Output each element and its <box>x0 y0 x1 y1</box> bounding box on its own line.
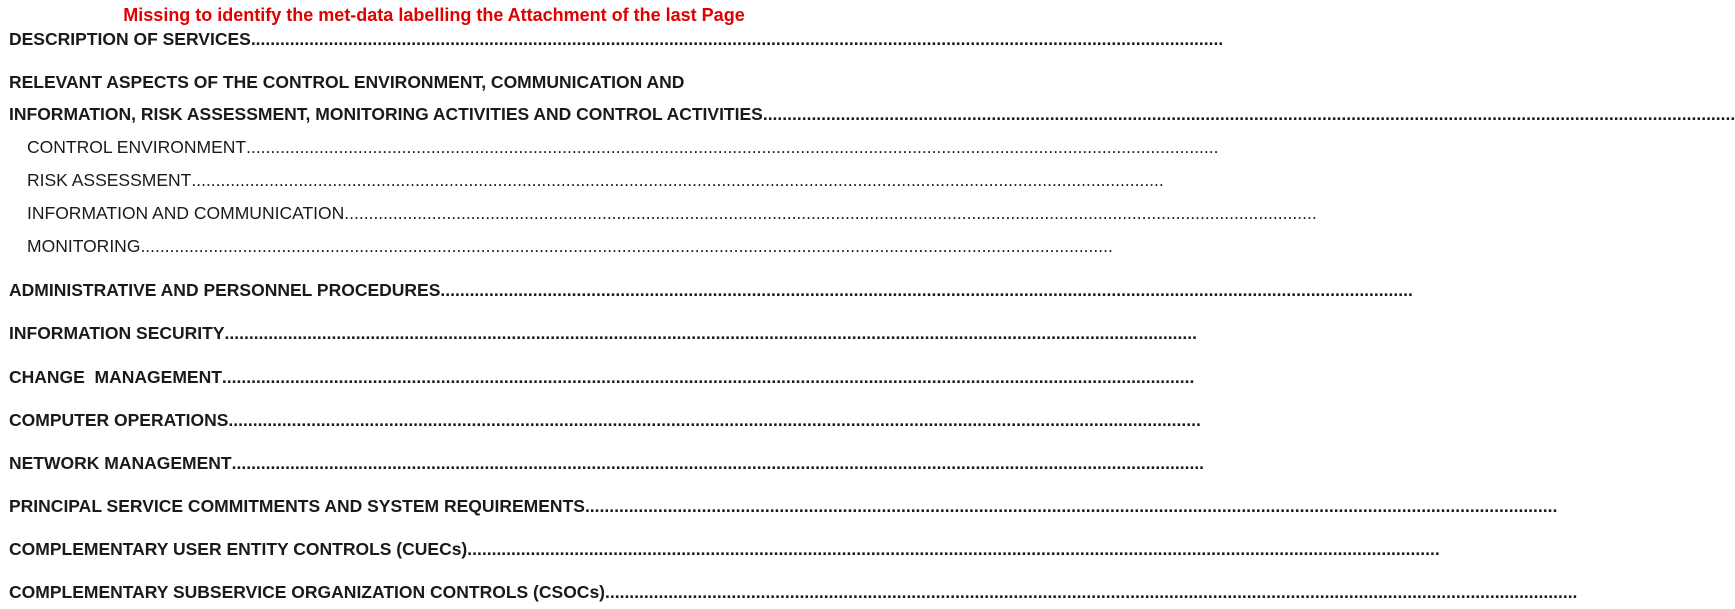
dot-leader: ........................................................................................................................................................................................................ <box>584 496 1558 516</box>
toc-entry-cuecs[interactable] <box>9 539 1440 565</box>
toc-entry-risk-assessment[interactable] <box>27 170 1164 196</box>
dot-leader: ........................................................................................................................................................................................................ <box>191 170 1164 190</box>
toc-entry-label: CONTROL ENVIRONMENT <box>27 137 247 157</box>
toc-entry-network-management[interactable] <box>9 453 1205 479</box>
toc-entry-label: CHANGE MANAGEMENT <box>9 367 222 387</box>
dot-leader: ........................................................................................................................................................................................................ <box>440 280 1413 300</box>
toc-entry-principal-service-commitments[interactable] <box>9 496 1558 522</box>
toc-entry-computer-operations[interactable] <box>9 410 1201 436</box>
toc-entry-label: RISK ASSESSMENT <box>27 170 192 190</box>
dot-leader: ........................................................................................................................................................................................................ <box>246 137 1219 157</box>
dot-leader: ........................................................................................................................................................................................................ <box>140 236 1113 256</box>
dot-leader: ........................................................................................................................................................................................................ <box>605 582 1578 602</box>
toc-entry-label: INFORMATION, RISK ASSESSMENT, MONITORING ACTIVITIES AND CONTROL ACTIVITIES <box>9 104 763 124</box>
annotation-note: Missing to identify the met-data labelling the Attachment of the last Page <box>123 5 745 25</box>
toc-entry-label: COMPUTER OPERATIONS <box>9 410 229 430</box>
toc-entry-label: INFORMATION SECURITY <box>9 323 225 343</box>
toc-entry-control-environment[interactable] <box>27 137 1219 163</box>
dot-leader: ........................................................................................................................................................................................................ <box>224 323 1197 343</box>
toc-entry-label: NETWORK MANAGEMENT <box>9 453 232 473</box>
toc-entry-monitoring[interactable] <box>27 236 1113 262</box>
dot-leader: ........................................................................................................................................................................................................ <box>467 539 1440 559</box>
dot-leader: ........................................................................................................................................................................................................ <box>250 29 1224 49</box>
toc-entry-label: PRINCIPAL SERVICE COMMITMENTS AND SYSTEM REQUIREMENTS <box>9 496 585 516</box>
dot-leader: ........................................................................................................................................................................................................ <box>221 367 1195 387</box>
dot-leader: ........................................................................................................................................................................................................ <box>228 410 1201 430</box>
toc-entry-label: DESCRIPTION OF SERVICES <box>9 29 251 49</box>
toc-entry-csocs[interactable] <box>9 582 1578 608</box>
toc-entry-label: INFORMATION AND COMMUNICATION <box>27 203 345 223</box>
dot-leader: ........................................................................................................................................................................................................ <box>762 104 1735 124</box>
toc-entry-description-of-services[interactable] <box>9 29 1224 55</box>
toc-entry-information-and-communication[interactable] <box>27 203 1317 229</box>
dot-leader: ........................................................................................................................................................................................................ <box>231 453 1205 473</box>
toc-entry-label: RELEVANT ASPECTS OF THE CONTROL ENVIRONMENT, COMMUNICATION AND <box>9 72 685 92</box>
toc-entry-administrative-and-personnel[interactable] <box>9 280 1413 306</box>
toc-entry-label: MONITORING <box>27 236 141 256</box>
toc-entry-information-security[interactable] <box>9 323 1197 349</box>
toc-entry-label: ADMINISTRATIVE AND PERSONNEL PROCEDURES <box>9 280 441 300</box>
toc-entry-change-management[interactable] <box>9 367 1195 393</box>
toc-entry-label: COMPLEMENTARY USER ENTITY CONTROLS (CUECs) <box>9 539 468 559</box>
dot-leader: ........................................................................................................................................................................................................ <box>344 203 1317 223</box>
toc-entry-label: COMPLEMENTARY SUBSERVICE ORGANIZATION CONTROLS (CSOCs) <box>9 582 605 602</box>
